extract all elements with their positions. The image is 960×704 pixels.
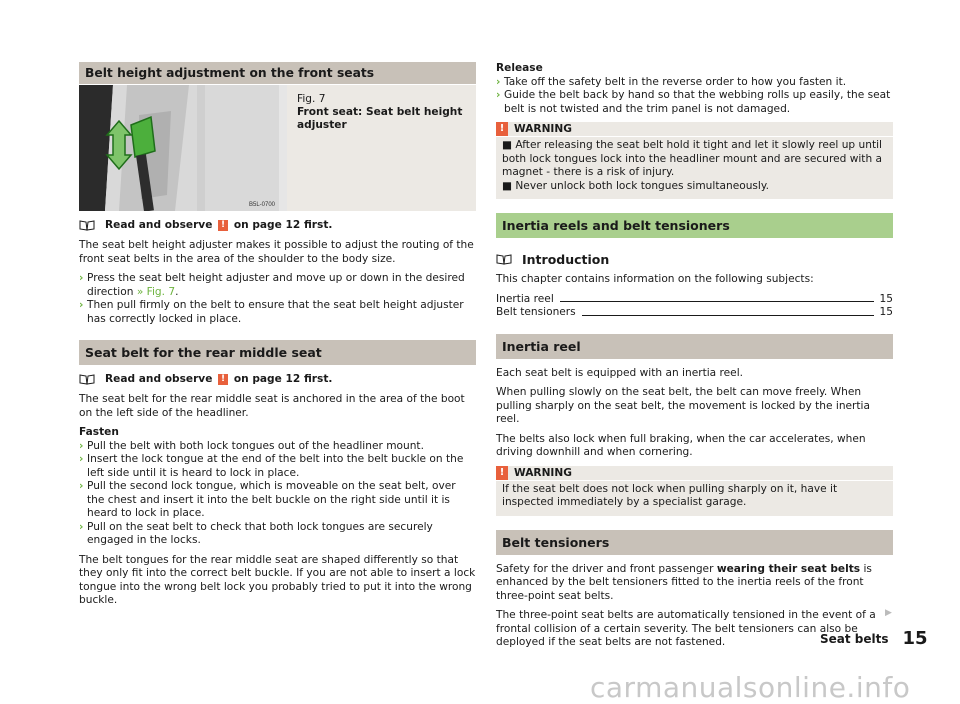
book-icon <box>79 220 95 231</box>
toc-item[interactable]: Inertia reel 15 <box>496 292 893 305</box>
paragraph: Each seat belt is equipped with an inertia reel. <box>496 366 744 379</box>
book-icon <box>79 374 95 385</box>
chapter-title-inertia-reels: Inertia reels and belt tensioners <box>496 213 893 238</box>
warning-header <box>496 466 893 481</box>
table-of-contents <box>496 293 893 320</box>
figure-link[interactable]: » Fig. 7 <box>136 285 176 298</box>
list-item: › Pull the second lock tongue, which is moveable on the seat belt, over the chest and insert it into the belt buckle on the right side until it is heard to lock in place. <box>79 480 456 519</box>
introduction-title: Introduction <box>522 252 610 267</box>
read-observe-note-2 <box>79 373 476 385</box>
release-label: Release <box>496 62 543 74</box>
chevron-right-icon: › <box>79 299 84 311</box>
bullet-list-fasten <box>79 440 476 548</box>
read-observe-post: on page 12 first. <box>233 219 333 231</box>
paragraph-tensioners: Safety for the driver and front passenger wearing their seat belts is enhanced by the belt tensioners fitted to the inertia reels of the front three-point seat belts. <box>496 562 872 602</box>
page-number: 15 <box>902 628 928 649</box>
image-code: B5L-0700 <box>249 202 276 208</box>
list-item: › Then pull firmly on the belt to ensure that the seat belt height adjuster has correctly locked in place. <box>79 299 464 325</box>
warning-body: If the seat belt does not lock when pulling sharply on it, have it inspected immediately by a specialist garage. <box>502 482 838 508</box>
figure-number: Fig. 7 <box>297 93 326 105</box>
list-item: › Take off the safety belt in the reverse order to how you fasten it. <box>496 75 847 88</box>
read-observe-post: on page 12 first. <box>233 373 333 385</box>
section-title-belt-tensioners: Belt tensioners <box>496 530 893 555</box>
warning-icon: ! <box>496 122 508 136</box>
warning-item: ■ After releasing the seat belt hold it tight and let it slowly reel up until both lock tongues lock into the headliner mount and are secured with a magnet - there is a risk of injury. <box>502 139 883 178</box>
read-observe-pre: Read and observe <box>105 373 213 385</box>
warning-box-release <box>496 122 893 199</box>
warning-label: WARNING <box>514 123 572 135</box>
list-item: › Pull on the seat belt to check that both lock tongues are securely engaged in the locks. <box>79 520 433 546</box>
chevron-right-icon: › <box>496 75 501 88</box>
list-item: › Pull the belt with both lock tongues out of the headliner mount. <box>79 439 424 452</box>
warning-icon: ! <box>218 374 228 385</box>
left-column <box>79 62 476 608</box>
figure-caption <box>287 85 476 211</box>
continue-arrow-icon: ▶ <box>885 608 892 618</box>
read-observe-pre: Read and observe <box>105 219 213 231</box>
seat-belt-height-adjuster-illustration <box>79 85 287 211</box>
paragraph-auto-tension: The three-point seat belts are automatically tensioned in the event of a frontal collision of a certain severity. The belt tensioners can also be deployed if the seat belts are not fastened. <box>496 609 876 648</box>
warning-body <box>496 137 893 199</box>
warning-label: WARNING <box>514 466 572 479</box>
introduction-heading <box>496 252 893 267</box>
intro-text: This chapter contains information on the following subjects: <box>496 273 814 285</box>
warning-icon: ! <box>496 466 508 480</box>
section-title-belt-height: Belt height adjustment on the front seats <box>79 62 476 84</box>
warning-item: ■ Never unlock both lock tongues simultaneously. <box>502 179 769 192</box>
list-item: › Guide the belt back by hand so that the webbing rolls up easily, the seat belt is not twisted and the trim panel is not damaged. <box>496 89 891 115</box>
chevron-right-icon: › <box>496 89 501 101</box>
read-observe-note-1 <box>79 219 476 231</box>
bullet-list-release <box>496 76 893 117</box>
chevron-right-icon: › <box>79 520 84 533</box>
warning-header <box>496 122 893 137</box>
paragraph: The belts also lock when full braking, when the car accelerates, when driving downhill and when cornering. <box>496 432 866 458</box>
paragraph-rear-belt-anchor: The seat belt for the rear middle seat is anchored in the area of the boot on the left side of the headliner. <box>79 393 465 419</box>
footer-section: Seat belts <box>820 631 889 646</box>
paragraph-height-adjuster: The seat belt height adjuster makes it possible to adjust the routing of the front seat belts in the area of the shoulder to the body size. <box>79 239 474 265</box>
paragraph-belt-tongues: The belt tongues for the rear middle seat are shaped differently so that they only fit into the correct belt buckle. If you are not able to insert a lock tongue into the wrong belt lock you probably tried to put it into the wrong buckle. <box>79 553 476 606</box>
book-icon <box>496 254 512 265</box>
list-item: › Insert the lock tongue at the end of the belt into the belt buckle on the left side until it is heard to lock in place. <box>79 453 464 479</box>
figure-caption-text: Front seat: Seat belt height adjuster <box>297 106 463 131</box>
section-title-inertia-reel: Inertia reel <box>496 334 893 359</box>
chevron-right-icon: › <box>79 439 84 452</box>
fasten-label: Fasten <box>79 426 119 438</box>
chevron-right-icon: › <box>79 272 84 284</box>
list-item: › Press the seat belt height adjuster and move up or down in the desired direction » Fig. 7. <box>79 272 465 298</box>
bullet-list-adjust <box>79 272 476 326</box>
paragraph: When pulling slowly on the seat belt, the belt can move freely. When pulling sharply on the seat belt, the movement is locked by the inertia reel. <box>496 386 870 425</box>
chevron-right-icon: › <box>79 453 84 465</box>
right-column <box>496 62 893 650</box>
page-footer <box>820 628 928 649</box>
section-title-rear-middle-seat: Seat belt for the rear middle seat <box>79 340 476 365</box>
figure-7 <box>79 85 476 211</box>
watermark: carmanualsonline.info <box>590 671 911 704</box>
toc-item[interactable]: Belt tensioners 15 <box>496 306 893 318</box>
chevron-right-icon: › <box>79 480 84 492</box>
warning-icon: ! <box>218 220 228 231</box>
warning-box-inertia <box>496 466 893 516</box>
